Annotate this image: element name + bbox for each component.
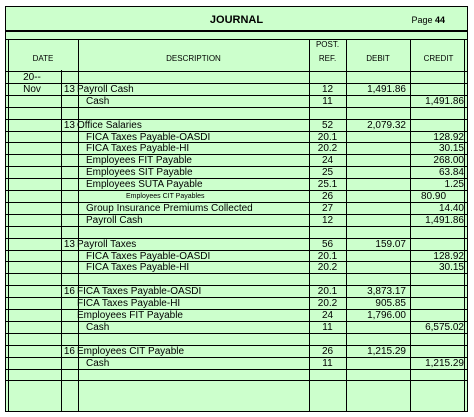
date-day-cell: 13 [63,238,75,250]
date-day-cell: 13 [63,119,75,131]
post-ref-cell: 24 [321,310,334,321]
date-day-cell: 13 [63,83,75,95]
header-post-ref-line1: POST. [315,40,340,49]
credit-cell: 128.92 [433,250,464,262]
post-ref-cell: 11 [322,321,333,333]
post-ref-cell: 20.1 [317,286,338,298]
description-cell: Payroll Taxes [77,238,137,250]
post-ref-cell: 11 [322,357,333,369]
journal-row [6,274,467,285]
date-month-cell: 20-- [23,72,41,83]
journal-row [6,179,467,190]
credit-cell: 14.40 [438,202,464,214]
journal-row [6,84,467,95]
credit-cell: 6,575.02 [425,321,464,333]
header-description: DESCRIPTION [166,54,221,63]
journal-title-bar [6,7,467,32]
post-ref-cell: 20.2 [317,298,338,310]
description-cell: Cash [86,95,110,107]
debit-cell: 3,873.17 [367,286,406,298]
description-cell: FICA Taxes Payable-OASDI [77,286,202,298]
debit-cell: 1,215.29 [367,345,406,357]
page-label: Page [411,15,433,25]
journal-row [6,191,467,202]
description-cell: Employees CIT Payable [77,345,185,357]
date-day-cell: 16 [63,345,75,357]
description-cell: FICA Taxes Payable-OASDI [86,131,211,143]
credit-cell: 80.90 [421,191,447,202]
journal-row [6,215,467,226]
debit-cell: 2,079.32 [367,119,406,131]
credit-cell: 1.25 [444,179,464,191]
header-credit: CREDIT [423,54,454,63]
post-ref-cell: 25.1 [317,179,338,191]
journal-row [6,167,467,178]
description-cell: Office Salaries [77,119,142,131]
description-cell: Cash [86,357,110,369]
post-ref-cell: 24 [321,155,334,167]
journal-row [6,286,467,297]
description-cell: Employees CIT Payables [126,193,205,200]
debit-cell: 905.85 [375,298,406,310]
journal-row [6,72,467,83]
description-cell: Employees SUTA Payable [86,179,203,191]
header-top-rule [6,39,467,40]
post-ref-cell: 52 [321,119,334,131]
credit-cell: 63.84 [438,167,464,179]
header-debit: DEBIT [366,54,390,63]
description-cell: FICA Taxes Payable-OASDI [86,250,211,262]
post-ref-cell: 11 [322,95,333,107]
description-cell: Employees FIT Payable [86,155,192,167]
journal-row [6,203,467,214]
credit-cell: 1,491.86 [425,95,464,107]
journal-row [6,310,467,321]
credit-cell: 30.15 [438,143,464,155]
page-number: 44 [434,15,445,25]
journal-row [6,358,467,369]
description-cell: FICA Taxes Payable-HI [86,143,190,155]
description-cell: Group Insurance Premiums Collected [86,202,253,214]
post-ref-cell: 25 [321,167,334,179]
debit-cell: 1,491.86 [367,83,406,95]
post-ref-cell: 26 [321,191,334,202]
journal-row [6,298,467,309]
journal-row [6,155,467,166]
page-indicator [411,15,445,25]
journal-row [6,251,467,262]
journal-row [6,370,467,381]
journal-row [6,120,467,131]
journal-row [6,227,467,238]
post-ref-cell: 12 [321,214,334,226]
post-ref-cell: 26 [321,345,334,357]
journal-row [6,334,467,345]
header-post-ref-line2: REF. [318,54,337,63]
journal-row [6,239,467,250]
description-cell: FICA Taxes Payable-HI [86,262,190,274]
credit-cell: 128.92 [433,131,464,143]
journal-sheet [5,6,468,412]
post-ref-cell: 20.1 [317,131,338,143]
post-ref-cell: 20.2 [317,262,338,274]
date-month-cell: Nov [23,83,41,95]
post-ref-cell: 56 [321,238,334,250]
journal-row [6,143,467,154]
description-cell: Employees SIT Payable [86,167,193,179]
journal-row [6,132,467,143]
debit-cell: 159.07 [375,238,406,250]
credit-cell: 1,215.29 [425,357,464,369]
post-ref-cell: 20.1 [317,250,338,262]
date-day-cell: 16 [63,286,75,298]
post-ref-cell: 20.2 [317,143,338,155]
description-cell: Payroll Cash [77,83,134,95]
header-post-ref [309,40,346,63]
post-ref-cell: 12 [321,83,334,95]
post-ref-cell: 27 [321,202,334,214]
journal-title: JOURNAL [209,14,264,26]
credit-cell: 30.15 [438,262,464,274]
journal-row [6,96,467,107]
journal-row [6,262,467,273]
header-date: DATE [32,54,54,63]
description-cell: Employees FIT Payable [77,310,183,321]
description-cell: Cash [86,321,110,333]
description-cell: FICA Taxes Payable-HI [77,298,181,310]
credit-cell: 268.00 [433,155,464,167]
debit-cell: 1,796.00 [367,310,406,321]
journal-row [6,108,467,119]
description-cell: Payroll Cash [86,214,143,226]
credit-cell: 1,491.86 [425,214,464,226]
journal-row [6,322,467,333]
journal-row [6,346,467,357]
